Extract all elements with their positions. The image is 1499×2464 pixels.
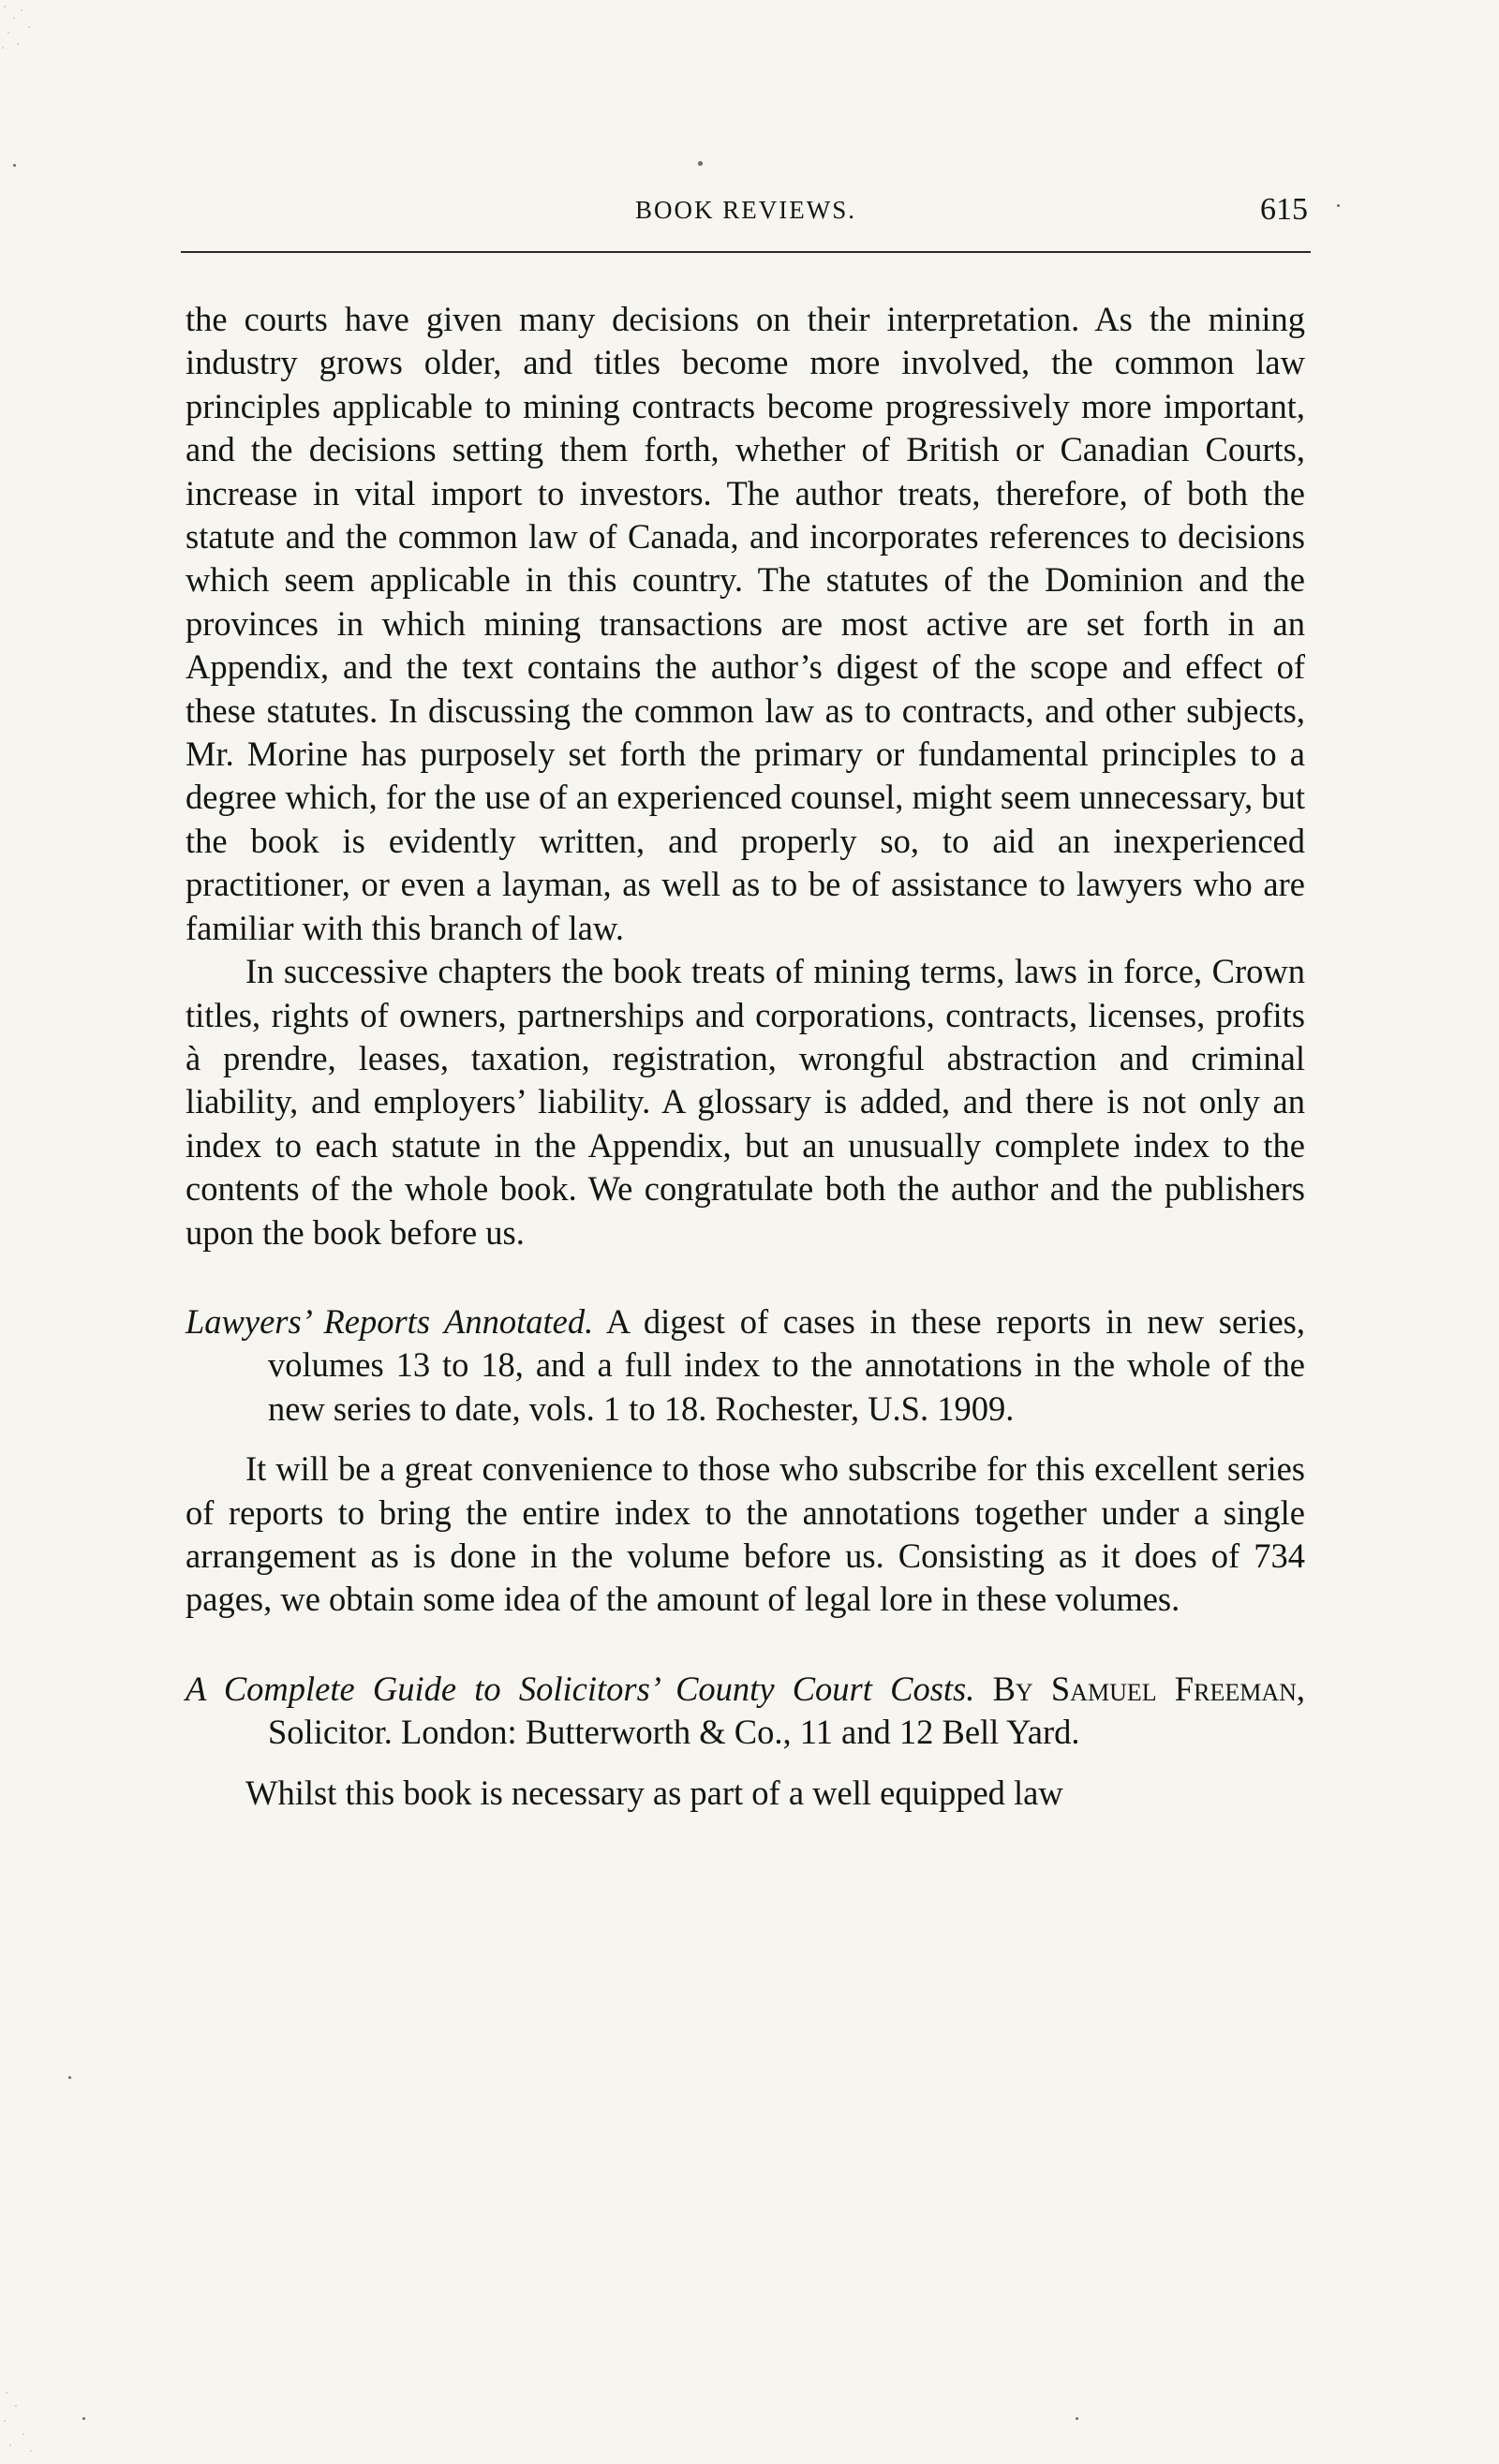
ink-speck <box>13 164 16 167</box>
ink-speck <box>698 161 703 166</box>
by-word: By <box>974 1669 1051 1708</box>
page-header <box>184 187 1308 232</box>
body-text <box>186 298 1305 1815</box>
review-paragraph: Whilst this book is necessary as part of a well equipped law <box>245 1773 1063 1812</box>
ink-speck <box>82 2417 85 2420</box>
scan-noise-top-left <box>0 0 56 66</box>
review-paragraph: In successive chapters the book treats of mining terms, laws in force, Crown titles, rights of owners, partnerships and corporations, contracts, licenses, profits à prendre, leases, taxation, registration, wrongful abstraction and criminal liability, and employers’ liability. A glossary is added, and there is not only an index to each statute in the Appendix, but an unusually complete index to the contents of the whole book. We congratulate both the author and the publishers upon the book before us. <box>186 952 1305 1252</box>
book-citation <box>186 1300 1305 1431</box>
review-paragraph: It will be a great convenience to those who subscribe for this excellent series of reports to bring the entire index to the annotations together under a single arrangement as is done in the volume before us. Consisting as it does of 734 pages, we obtain some idea of the amount of legal lore in these volumes. <box>186 1449 1305 1619</box>
citation-details: A digest of cases in these reports in new series, volumes 13 to 18, and a full index to the annotations in the whole of the new series to date, vols. 1 to 18. Rochester, U.S. 1909. <box>268 1301 1306 1428</box>
author-name: Samuel Freeman <box>1050 1669 1297 1708</box>
running-head: BOOK REVIEWS. <box>635 196 856 224</box>
section-gap <box>186 1431 1305 1447</box>
page-number: 615 <box>1260 192 1308 227</box>
citation-details: , Solicitor. London: Butterworth & Co., 11 and 12 Bell Yard. <box>268 1669 1305 1752</box>
ink-speck <box>68 2076 71 2079</box>
header-rule <box>181 251 1311 253</box>
section-gap <box>186 1755 1305 1772</box>
section-gap <box>186 1622 1305 1668</box>
scan-noise-bottom-left <box>0 2384 56 2459</box>
book-citation <box>186 1668 1305 1755</box>
section-gap <box>186 1254 1305 1300</box>
book-title: Lawyers’ Reports Annotated. <box>186 1301 594 1341</box>
review-paragraph: the courts have given many decisions on their interpretation. As the mining industry grows older, and titles become more involved, the common law principles applicable to mining contracts become progressively more important, and the decisions setting them forth, whether of British or Canadian Courts, increase in vital import to investors. The author treats, therefore, of both the statute and the common law of Canada, and incorporates references to decisions which seem applicable in this country. The statutes of the Dominion and the provinces in which mining transactions are most active are set forth in an Appendix, and the text contains the author’s digest of the scope and effect of these statutes. In discussing the common law as to contracts, and other subjects, Mr. Morine has purposely set forth the primary or fundamental principles to a degree which, for the use of an experienced counsel, might seem unnecessary, but the book is evidently written, and properly so, to aid an inexperienced practitioner, or even a layman, as well as to be of assistance to lawyers who are familiar with this branch of law. <box>186 300 1305 947</box>
book-title: A Complete Guide to Solicitors’ County Court Costs. <box>186 1669 975 1708</box>
ink-speck <box>1076 2417 1078 2420</box>
ink-speck <box>1337 204 1340 207</box>
